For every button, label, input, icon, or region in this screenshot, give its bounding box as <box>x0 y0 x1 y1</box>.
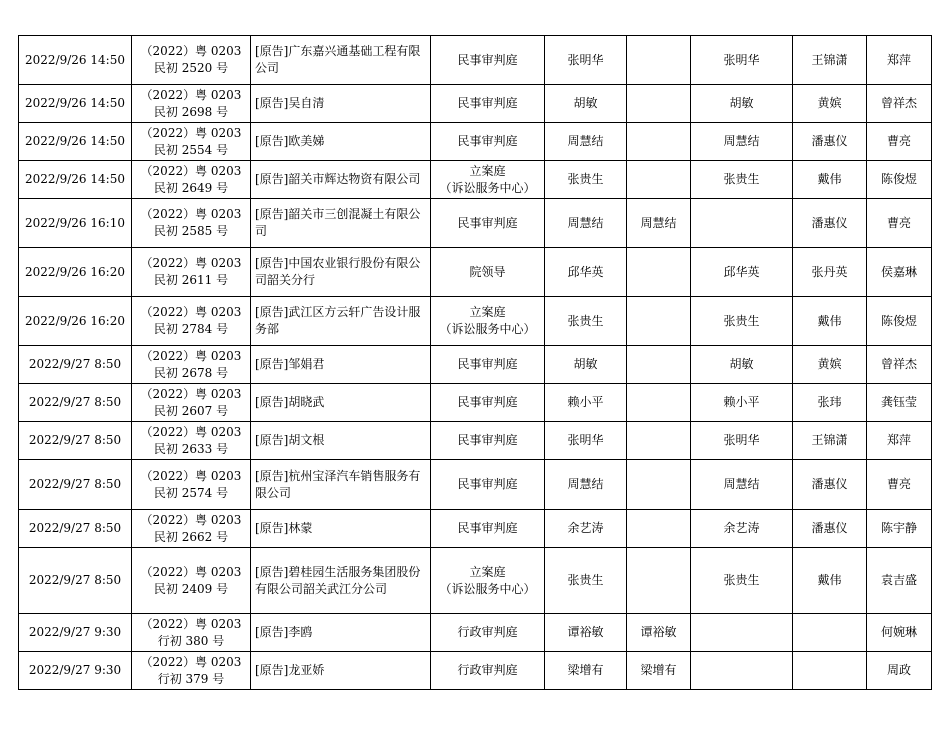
court-cell: 民事审判庭 <box>431 36 545 85</box>
judge-cell: 梁增有 <box>545 652 627 690</box>
clerk-cell: 陈俊煜 <box>867 297 932 346</box>
panel-member-cell: 张玮 <box>793 384 867 422</box>
judge-cell: 周慧结 <box>545 199 627 248</box>
table-row <box>19 161 932 199</box>
hearing-schedule-table <box>18 35 932 690</box>
case-number-line1: （2022）粤 0203 <box>140 163 242 178</box>
judge-cell: 张明华 <box>545 422 627 460</box>
undertaking-judge-cell: 张明华 <box>691 36 793 85</box>
table-row <box>19 652 932 690</box>
judge-cell: 胡敏 <box>545 85 627 123</box>
case-number-line2: 民初 2585 号 <box>153 224 229 238</box>
case-number-line2: 民初 2649 号 <box>153 180 229 195</box>
hearing-time-cell: 2022/9/27 8:50 <box>19 384 132 422</box>
clerk-cell: 侯嘉琳 <box>867 248 932 297</box>
presiding-judge-cell <box>627 346 691 384</box>
case-number-line1: （2022）粤 0203 <box>140 256 242 270</box>
court-cell: 民事审判庭 <box>431 422 545 460</box>
presiding-judge-cell <box>627 248 691 297</box>
case-number-line1: （2022）粤 0203 <box>140 654 242 669</box>
case-number-line2: 民初 2409 号 <box>153 581 229 596</box>
table-row <box>19 548 932 614</box>
judge-cell: 赖小平 <box>545 384 627 422</box>
court-cell: 行政审判庭 <box>431 652 545 690</box>
court-cell: 行政审判庭 <box>431 614 545 652</box>
panel-member-cell: 黄嫔 <box>793 346 867 384</box>
undertaking-judge-cell: 张贵生 <box>691 297 793 346</box>
clerk-cell: 郑萍 <box>867 422 932 460</box>
party-cell: [原告]韶关市辉达物资有限公司 <box>251 161 431 199</box>
case-number-cell <box>132 510 251 548</box>
hearing-time-cell: 2022/9/27 8:50 <box>19 460 132 510</box>
case-number-cell <box>132 123 251 161</box>
party-cell: [原告]林蒙 <box>251 510 431 548</box>
undertaking-judge-cell <box>691 199 793 248</box>
case-number-line1: （2022）粤 0203 <box>140 87 242 102</box>
undertaking-judge-cell: 周慧结 <box>691 123 793 161</box>
presiding-judge-cell <box>627 36 691 85</box>
case-number-cell <box>132 548 251 614</box>
case-number-line1: （2022）粤 0203 <box>140 207 242 221</box>
clerk-cell: 郑萍 <box>867 36 932 85</box>
undertaking-judge-cell: 张贵生 <box>691 161 793 199</box>
panel-member-cell <box>793 614 867 652</box>
judge-cell: 张明华 <box>545 36 627 85</box>
undertaking-judge-cell <box>691 652 793 690</box>
undertaking-judge-cell: 张明华 <box>691 422 793 460</box>
judge-cell: 张贵生 <box>545 548 627 614</box>
panel-member-cell: 潘惠仪 <box>793 123 867 161</box>
case-number-line2: 民初 2520 号 <box>153 61 229 75</box>
clerk-cell: 龚钰莹 <box>867 384 932 422</box>
party-cell: [原告]武江区方云轩广告设计服务部 <box>251 297 431 346</box>
hearing-time-cell: 2022/9/26 14:50 <box>19 85 132 123</box>
case-number-cell <box>132 652 251 690</box>
case-number-cell <box>132 422 251 460</box>
case-number-line2: 民初 2554 号 <box>153 142 229 157</box>
case-number-line1: （2022）粤 0203 <box>140 616 242 631</box>
table-row <box>19 297 932 346</box>
clerk-cell: 袁吉盛 <box>867 548 932 614</box>
party-cell: [原告]龙亚娇 <box>251 652 431 690</box>
party-cell: [原告]吴自清 <box>251 85 431 123</box>
panel-member-cell: 王锦潇 <box>793 422 867 460</box>
court-cell: 民事审判庭 <box>431 123 545 161</box>
presiding-judge-cell <box>627 460 691 510</box>
judge-cell: 邱华英 <box>545 248 627 297</box>
case-number-line2: 民初 2611 号 <box>153 273 229 287</box>
clerk-cell: 何婉琳 <box>867 614 932 652</box>
panel-member-cell: 王锦潇 <box>793 36 867 85</box>
hearing-time-cell: 2022/9/27 9:30 <box>19 614 132 652</box>
case-number-line1: （2022）粤 0203 <box>140 468 242 483</box>
judge-cell: 余艺涛 <box>545 510 627 548</box>
clerk-cell: 曹亮 <box>867 123 932 161</box>
case-number-line1: （2022）粤 0203 <box>140 305 242 319</box>
hearing-time-cell: 2022/9/27 8:50 <box>19 346 132 384</box>
party-cell: [原告]欧美娣 <box>251 123 431 161</box>
hearing-time-cell: 2022/9/26 16:10 <box>19 199 132 248</box>
party-cell: [原告]碧桂园生活服务集团股份有限公司韶关武江分公司 <box>251 548 431 614</box>
table-row <box>19 384 932 422</box>
panel-member-cell: 潘惠仪 <box>793 510 867 548</box>
court-cell: 立案庭 （诉讼服务中心） <box>431 548 545 614</box>
presiding-judge-cell <box>627 548 691 614</box>
court-cell: 民事审判庭 <box>431 384 545 422</box>
hearing-time-cell: 2022/9/26 14:50 <box>19 123 132 161</box>
hearing-time-cell: 2022/9/27 8:50 <box>19 548 132 614</box>
presiding-judge-cell: 谭裕敏 <box>627 614 691 652</box>
court-cell: 民事审判庭 <box>431 346 545 384</box>
case-number-line1: （2022）粤 0203 <box>140 564 242 579</box>
judge-cell: 张贵生 <box>545 297 627 346</box>
case-number-cell <box>132 199 251 248</box>
party-cell: [原告]邹娟君 <box>251 346 431 384</box>
presiding-judge-cell <box>627 297 691 346</box>
hearing-time-cell: 2022/9/26 14:50 <box>19 161 132 199</box>
party-cell: [原告]胡晓武 <box>251 384 431 422</box>
hearing-time-cell: 2022/9/26 14:50 <box>19 36 132 85</box>
presiding-judge-cell <box>627 123 691 161</box>
table-row <box>19 422 932 460</box>
undertaking-judge-cell: 张贵生 <box>691 548 793 614</box>
panel-member-cell: 潘惠仪 <box>793 460 867 510</box>
undertaking-judge-cell: 余艺涛 <box>691 510 793 548</box>
table-row <box>19 248 932 297</box>
table-row <box>19 346 932 384</box>
case-number-line2: 民初 2607 号 <box>153 403 229 418</box>
clerk-cell: 曾祥杰 <box>867 346 932 384</box>
judge-cell: 周慧结 <box>545 460 627 510</box>
table-row <box>19 36 932 85</box>
hearing-time-cell: 2022/9/27 9:30 <box>19 652 132 690</box>
panel-member-cell: 潘惠仪 <box>793 199 867 248</box>
table-row <box>19 614 932 652</box>
clerk-cell: 陈宇静 <box>867 510 932 548</box>
hearing-time-cell: 2022/9/26 16:20 <box>19 248 132 297</box>
presiding-judge-cell <box>627 85 691 123</box>
clerk-cell: 曾祥杰 <box>867 85 932 123</box>
case-number-line2: 民初 2662 号 <box>153 529 229 544</box>
panel-member-cell: 黄嫔 <box>793 85 867 123</box>
court-cell: 立案庭 （诉讼服务中心） <box>431 161 545 199</box>
party-cell: [原告]胡文根 <box>251 422 431 460</box>
table-row <box>19 199 932 248</box>
court-cell: 民事审判庭 <box>431 85 545 123</box>
undertaking-judge-cell <box>691 614 793 652</box>
panel-member-cell: 戴伟 <box>793 548 867 614</box>
undertaking-judge-cell: 邱华英 <box>691 248 793 297</box>
case-number-line1: （2022）粤 0203 <box>140 386 242 401</box>
schedule-rows <box>19 36 932 690</box>
judge-cell: 谭裕敏 <box>545 614 627 652</box>
undertaking-judge-cell: 赖小平 <box>691 384 793 422</box>
case-number-line1: （2022）粤 0203 <box>140 512 242 527</box>
table-row <box>19 85 932 123</box>
court-cell: 立案庭 （诉讼服务中心） <box>431 297 545 346</box>
clerk-cell: 曹亮 <box>867 460 932 510</box>
case-number-cell <box>132 248 251 297</box>
party-cell: [原告]韶关市三创混凝土有限公司 <box>251 199 431 248</box>
court-cell: 院领导 <box>431 248 545 297</box>
table-row <box>19 510 932 548</box>
case-number-cell <box>132 36 251 85</box>
case-number-line2: 行初 379 号 <box>157 671 225 686</box>
presiding-judge-cell: 梁增有 <box>627 652 691 690</box>
party-cell: [原告]杭州宝泽汽车销售服务有限公司 <box>251 460 431 510</box>
presiding-judge-cell <box>627 422 691 460</box>
clerk-cell: 曹亮 <box>867 199 932 248</box>
presiding-judge-cell <box>627 510 691 548</box>
panel-member-cell: 戴伟 <box>793 297 867 346</box>
case-number-cell <box>132 346 251 384</box>
panel-member-cell: 戴伟 <box>793 161 867 199</box>
case-number-cell <box>132 384 251 422</box>
case-number-line2: 民初 2633 号 <box>153 441 229 456</box>
hearing-time-cell: 2022/9/27 8:50 <box>19 422 132 460</box>
hearing-time-cell: 2022/9/27 8:50 <box>19 510 132 548</box>
clerk-cell: 陈俊煜 <box>867 161 932 199</box>
presiding-judge-cell <box>627 384 691 422</box>
case-number-cell <box>132 297 251 346</box>
case-number-line2: 民初 2574 号 <box>153 485 229 500</box>
case-number-cell <box>132 460 251 510</box>
party-cell: [原告]中国农业银行股份有限公司韶关分行 <box>251 248 431 297</box>
case-number-line1: （2022）粤 0203 <box>140 424 242 439</box>
undertaking-judge-cell: 胡敏 <box>691 85 793 123</box>
court-cell: 民事审判庭 <box>431 199 545 248</box>
case-number-cell <box>132 161 251 199</box>
case-number-line2: 行初 380 号 <box>157 633 225 648</box>
judge-cell: 张贵生 <box>545 161 627 199</box>
court-cell: 民事审判庭 <box>431 510 545 548</box>
judge-cell: 胡敏 <box>545 346 627 384</box>
court-cell: 民事审判庭 <box>431 460 545 510</box>
presiding-judge-cell <box>627 161 691 199</box>
table-row <box>19 123 932 161</box>
clerk-cell: 周政 <box>867 652 932 690</box>
case-number-line1: （2022）粤 0203 <box>140 44 242 58</box>
party-cell: [原告]李鸥 <box>251 614 431 652</box>
case-number-line2: 民初 2698 号 <box>153 104 229 119</box>
presiding-judge-cell: 周慧结 <box>627 199 691 248</box>
panel-member-cell: 张丹英 <box>793 248 867 297</box>
case-number-line1: （2022）粤 0203 <box>140 348 242 363</box>
case-number-cell <box>132 614 251 652</box>
case-number-line1: （2022）粤 0203 <box>140 125 242 140</box>
case-number-line2: 民初 2784 号 <box>153 322 229 336</box>
hearing-time-cell: 2022/9/26 16:20 <box>19 297 132 346</box>
case-number-line2: 民初 2678 号 <box>153 365 229 380</box>
panel-member-cell <box>793 652 867 690</box>
case-number-cell <box>132 85 251 123</box>
table-row <box>19 460 932 510</box>
undertaking-judge-cell: 周慧结 <box>691 460 793 510</box>
party-cell: [原告]广东嘉兴通基础工程有限公司 <box>251 36 431 85</box>
undertaking-judge-cell: 胡敏 <box>691 346 793 384</box>
judge-cell: 周慧结 <box>545 123 627 161</box>
